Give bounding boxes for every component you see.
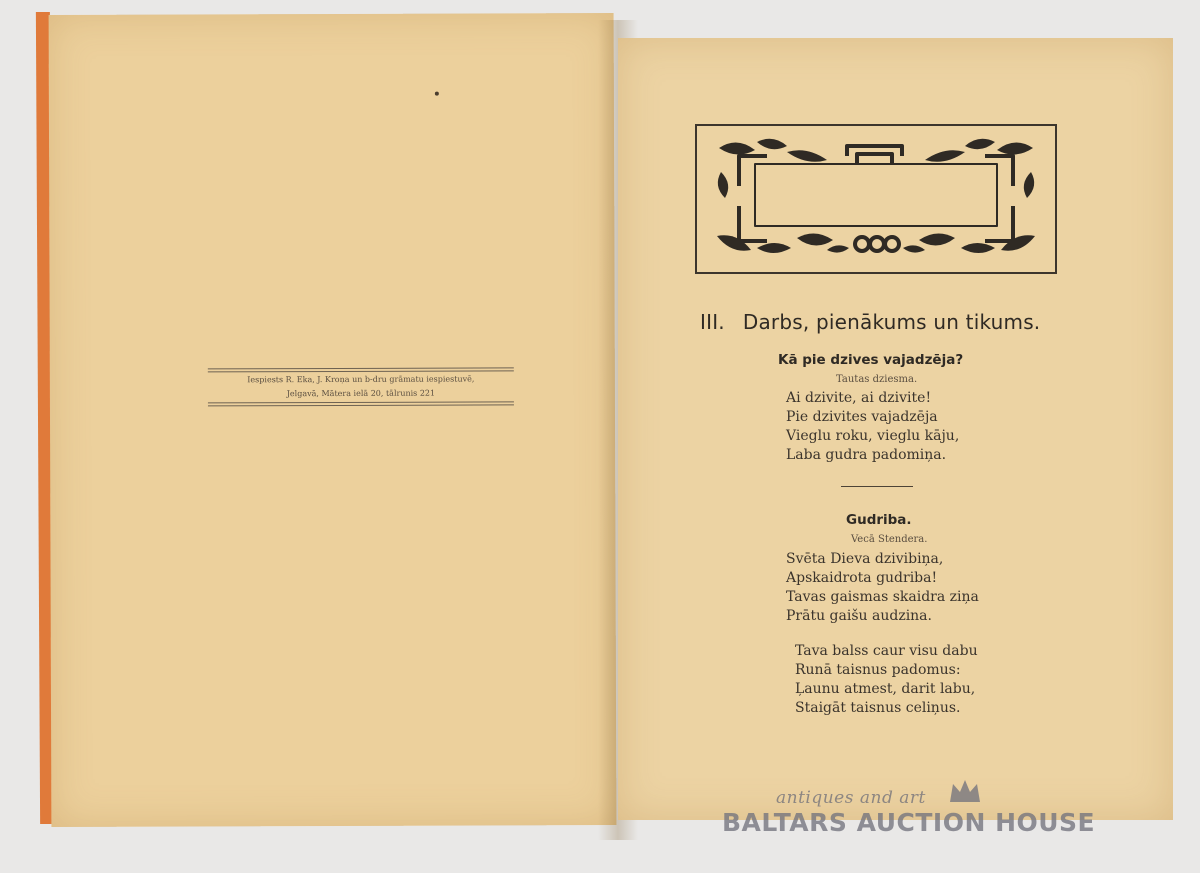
imprint-top-rule [208, 367, 514, 372]
verse-line: Vieglu roku, vieglu kāju, [786, 428, 960, 444]
verse-line: Staigāt taisnus celiņus. [795, 700, 961, 716]
verse-line: Prātu gaišu audzina. [786, 608, 932, 624]
floral-vignette-icon [697, 126, 1055, 272]
verse-line: Tava balss caur visu dabu [795, 643, 978, 659]
poem-title: Kā pie dzives vajadzēja? [778, 352, 964, 368]
imprint-line-2: Jelgavā, Mātera ielā 20, tālrunis 221 [286, 388, 436, 399]
verse-line: Svēta Dieva dzivibiņa, [786, 551, 944, 567]
section-heading [700, 310, 1080, 334]
imprint-line-1: Iespiests R. Eka, J. Kroņa un b-dru grāmatu iespiestuvē, [247, 374, 475, 385]
imprint-bottom-rule [208, 401, 514, 406]
verse-line: Laba gudra padomiņa. [786, 447, 947, 463]
crown-icon [947, 776, 983, 810]
poem-stanza [795, 642, 978, 718]
verse-line: Runā taisnus padomus: [795, 662, 961, 678]
section-title: Darbs, pienākums un tikums. [742, 310, 1041, 334]
poem-stanza [786, 550, 979, 626]
verse-line: Tavas gaismas skaidra ziņa [786, 589, 979, 605]
printer-imprint [208, 367, 514, 406]
poem-source: Tautas dziesma. [836, 374, 918, 385]
poem-divider [841, 486, 913, 487]
paper-speck [435, 92, 439, 96]
poem-title: Gudriba. [846, 512, 912, 528]
verse-line: Ļaunu atmest, darit labu, [795, 681, 976, 697]
watermark-brand: BALTARS AUCTION HOUSE [722, 808, 1096, 837]
verse-line: Apskaidrota gudriba! [786, 570, 938, 586]
poem-stanza [786, 389, 959, 465]
verse-line: Ai dzivite, ai dzivite! [786, 390, 932, 406]
left-page [49, 13, 617, 827]
right-page [618, 38, 1173, 820]
section-number: III. [700, 310, 725, 334]
poem-source: Vecā Stendera. [851, 534, 928, 545]
verse-line: Pie dzivites vajadzēja [786, 409, 938, 425]
floral-ornament-frame [695, 124, 1057, 274]
watermark-tagline: antiques and art [776, 788, 926, 808]
